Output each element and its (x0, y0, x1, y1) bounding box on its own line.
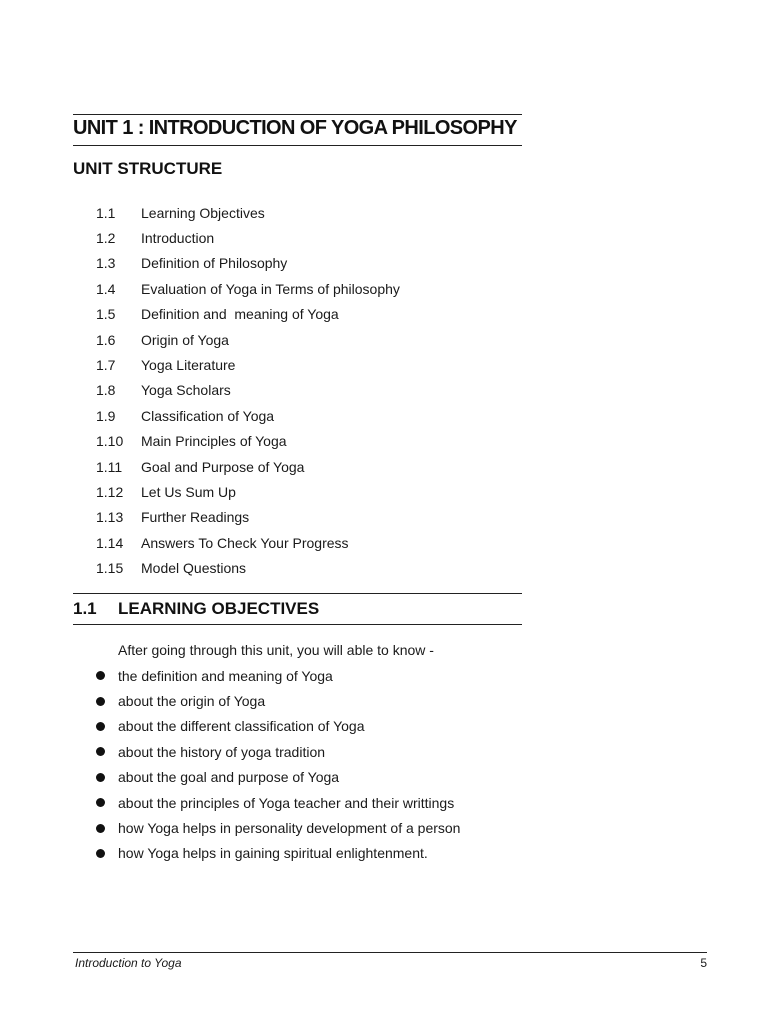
toc-label: Definition of Philosophy (141, 255, 288, 272)
bullet-icon (96, 773, 105, 782)
toc-item (96, 530, 400, 555)
toc-number: 1.4 (96, 280, 116, 297)
footer-rule (73, 952, 707, 953)
section-intro: After going through this unit, you will able to know - (118, 642, 434, 658)
toc-item (96, 251, 400, 276)
bullet-text: how Yoga helps in gaining spiritual enlightenment. (118, 845, 428, 862)
toc-number: 1.2 (96, 230, 116, 247)
list-item (96, 790, 460, 815)
bullet-text: about the principles of Yoga teacher and their writtings (118, 794, 455, 811)
toc-label: Introduction (141, 230, 215, 247)
bullet-icon (96, 798, 105, 807)
toc-number: 1.1 (96, 204, 116, 221)
title-bottom-rule (73, 145, 522, 146)
toc-item (96, 276, 400, 301)
toc-item (96, 479, 400, 504)
section-bottom-rule (73, 624, 522, 625)
list-item (96, 841, 460, 866)
toc-item (96, 555, 400, 580)
toc-number: 1.3 (96, 255, 116, 272)
toc-number: 1.11 (96, 458, 123, 475)
objectives-list (96, 663, 460, 866)
unit-structure-list (96, 200, 400, 581)
toc-item (96, 454, 400, 479)
toc-number: 1.10 (96, 433, 124, 450)
section-heading (73, 599, 319, 619)
bullet-text: about the goal and purpose of Yoga (118, 769, 340, 786)
toc-label: Answers To Check Your Progress (141, 534, 349, 551)
toc-number: 1.13 (96, 509, 124, 526)
toc-label: Evaluation of Yoga in Terms of philosophy (141, 280, 400, 297)
toc-number: 1.14 (96, 534, 124, 551)
toc-item (96, 302, 400, 327)
toc-label: Further Readings (141, 509, 250, 526)
list-item (96, 688, 460, 713)
toc-number: 1.6 (96, 331, 116, 348)
list-item (96, 739, 460, 764)
bullet-icon (96, 722, 105, 731)
toc-label: Let Us Sum Up (141, 483, 236, 500)
toc-label: Goal and Purpose of Yoga (141, 458, 305, 475)
toc-number: 1.15 (96, 560, 124, 577)
bullet-text: the definition and meaning of Yoga (118, 667, 333, 684)
bullet-text: about the different classification of Yoga (118, 718, 365, 735)
section-number: 1.1 (73, 599, 97, 618)
bullet-icon (96, 697, 105, 706)
unit-title: UNIT 1 : INTRODUCTION OF YOGA PHILOSOPHY (73, 117, 517, 139)
section-title: LEARNING OBJECTIVES (118, 599, 320, 618)
bullet-text: about the origin of Yoga (118, 693, 266, 710)
bullet-text: about the history of yoga tradition (118, 743, 326, 760)
bullet-icon (96, 671, 105, 680)
title-top-rule (73, 114, 522, 115)
toc-item (96, 327, 400, 352)
toc-label: Origin of Yoga (141, 331, 229, 348)
toc-label: Model Questions (141, 560, 247, 577)
toc-label: Yoga Scholars (141, 382, 231, 399)
bullet-icon (96, 824, 105, 833)
toc-item (96, 505, 400, 530)
bullet-icon (96, 747, 105, 756)
toc-label: Main Principles of Yoga (141, 433, 287, 450)
toc-label: Yoga Literature (141, 357, 236, 374)
toc-number: 1.7 (96, 357, 116, 374)
list-item (96, 815, 460, 840)
toc-item (96, 200, 400, 225)
unit-structure-heading: UNIT STRUCTURE (73, 159, 223, 178)
toc-number: 1.9 (96, 407, 116, 424)
toc-number: 1.8 (96, 382, 116, 399)
toc-label: Learning Objectives (141, 204, 265, 221)
page-number: 5 (700, 956, 707, 970)
section-top-rule (73, 593, 522, 594)
toc-item (96, 352, 400, 377)
list-item (96, 765, 460, 790)
toc-item (96, 225, 400, 250)
list-item (96, 714, 460, 739)
bullet-icon (96, 849, 105, 858)
toc-label: Definition and meaning of Yoga (141, 306, 339, 323)
bullet-text: how Yoga helps in personality development of a person (118, 820, 461, 837)
toc-number: 1.5 (96, 306, 116, 323)
toc-label: Classification of Yoga (141, 407, 275, 424)
toc-item (96, 403, 400, 428)
footer-title: Introduction to Yoga (75, 956, 182, 970)
list-item (96, 663, 460, 688)
toc-number: 1.12 (96, 483, 124, 500)
toc-item (96, 378, 400, 403)
toc-item (96, 429, 400, 454)
